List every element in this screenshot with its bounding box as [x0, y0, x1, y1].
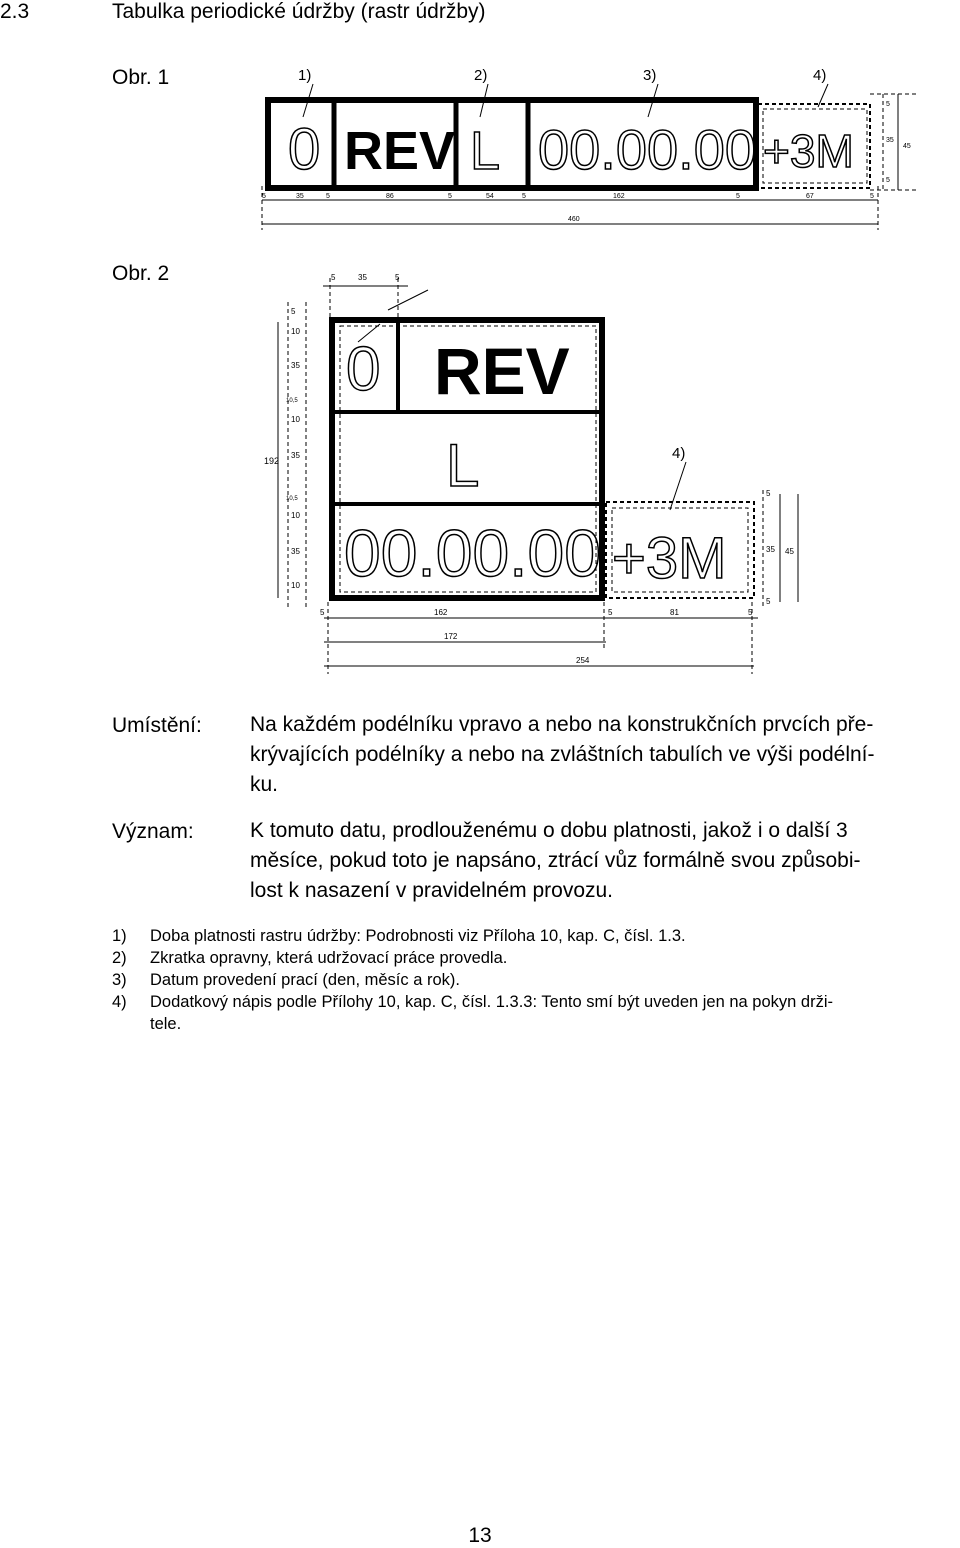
footnote-item: [112, 925, 952, 947]
section-title: Tabulka periodické údržby (rastr údržby): [112, 0, 486, 23]
figure2-dim-left-5: 35: [291, 451, 300, 460]
figure1-dim-b4: 5: [448, 193, 452, 200]
figure2-callout-4: 4): [672, 445, 686, 462]
figure2-dim-left-7: 10: [291, 511, 300, 520]
placement-line-1: Na každém podélníku vpravo a nebo na konstrukčních prvcích pře-: [250, 713, 874, 736]
placement-line-2: krývajících podélníky a nebo na zvláštních tabulích ve výši podélní-: [250, 743, 875, 766]
figure1-digit-0: 0: [288, 117, 321, 182]
figure1-callout-3: 3): [643, 67, 657, 84]
footnotes: [112, 925, 952, 1035]
figure1-dim-b10: 5: [870, 193, 874, 200]
figure2-dim-left-4: 10: [291, 415, 300, 424]
figure2-dim-254: 254: [576, 656, 590, 665]
page-number: 13: [468, 1524, 492, 1547]
figure1-callout-2: 2): [474, 67, 488, 84]
figure2-dim-top-1: 35: [358, 273, 367, 282]
meaning-label: Význam:: [112, 820, 194, 843]
footnote-item: [112, 947, 952, 969]
footnote-text: Dodatkový nápis podle Přílohy 10, kap. C, čísl. 1.3.3: Tento smí být uveden jen na pokyn drži-: [150, 993, 833, 1011]
figure1-caption: Obr. 1: [112, 66, 170, 89]
figure1-dim-right-0: 5: [886, 101, 890, 108]
figure1-dim-right-1: 35: [886, 137, 894, 144]
footnote-number: 1): [112, 927, 127, 945]
figure1-drawing: [258, 62, 928, 237]
section-number: 2.3: [0, 0, 30, 23]
figure1-l: L: [470, 121, 501, 181]
figure2-dim-right-3: 45: [785, 547, 794, 556]
figure1-dim-b7: 162: [613, 193, 625, 200]
figure2-caption: Obr. 2: [112, 262, 170, 285]
footnote-text: Datum provedení prací (den, měsíc a rok).: [150, 971, 460, 989]
figure2-dim-top-0: 5: [331, 273, 336, 282]
figure1-callout-1: 1): [298, 67, 312, 84]
figure2-dim-right-1: 35: [766, 545, 775, 554]
figure2-dim-b4: 5: [748, 608, 753, 617]
figure2-dim-b3: 81: [670, 608, 679, 617]
figure2-dim-right-0: 5: [766, 489, 771, 498]
figure1-dim-b9: 67: [806, 193, 814, 200]
figure2-date: 00.00.00: [344, 516, 601, 590]
figure2-dim-b0: 5: [320, 608, 325, 617]
figure1-dim-right-3: 45: [903, 143, 911, 150]
figure2-dim-b1: 162: [434, 608, 448, 617]
footnote-text: Zkratka opravny, která udržovací práce provedla.: [150, 949, 508, 967]
figure2-plus3m: +3M: [612, 526, 727, 591]
meaning-text: [250, 816, 940, 906]
figure2-height: 192: [264, 456, 280, 466]
footnote-number: 2): [112, 949, 127, 967]
figure2-drawing: [258, 262, 818, 682]
figure2-dim-b2: 5: [608, 608, 613, 617]
figure1-dim-b5: 54: [486, 193, 494, 200]
figure2-dim-left-1: 10: [291, 327, 300, 336]
figure2-dim-left-2: 35: [291, 361, 300, 370]
figure1-dim-b2: 5: [326, 193, 330, 200]
meaning-line-1: K tomuto datu, prodlouženému o dobu platnosti, jakož i o další 3: [250, 819, 848, 842]
footnote-text: Doba platnosti rastru údržby: Podrobnosti viz Příloha 10, kap. C, čísl. 1.3.: [150, 927, 686, 945]
placement-line-3: ku.: [250, 773, 279, 796]
figure2-dim-left-8: 35: [291, 547, 300, 556]
figure2-dim-left-6: 10,5: [286, 496, 298, 502]
figure2-digit-0: 0: [346, 335, 381, 404]
figure1-dim-b8: 5: [736, 193, 740, 200]
placement-text: [250, 710, 940, 800]
figure2-dim-top-2: 5: [395, 273, 400, 282]
figure1-date: 00.00.00: [538, 118, 756, 181]
figure1-plus3m: +3M: [763, 125, 854, 177]
figure1-dim-b0: 5: [262, 193, 266, 200]
meaning-line-2: měsíce, pokud toto je napsáno, ztrácí vůz formálně svou způsobi-: [250, 849, 861, 872]
footnote-number: 3): [112, 971, 127, 989]
figure2-dim-left-0: 5: [291, 307, 296, 316]
figure2-rev: REV: [434, 334, 570, 408]
figure1-dim-b6: 5: [522, 193, 526, 200]
figure1-dim-right-2: 5: [886, 177, 890, 184]
footnote-number: 4): [112, 993, 127, 1011]
figure1-total: 460: [568, 216, 580, 223]
figure2-dim-left-3: 10,5: [286, 398, 298, 404]
meaning-line-3: lost k nasazení v pravidelném provozu.: [250, 879, 614, 902]
footnote-text-continued: tele.: [150, 1015, 182, 1033]
figure1-dim-b3: 86: [386, 193, 394, 200]
figure2-dim-left-9: 10: [291, 581, 300, 590]
footnote-item: [112, 969, 952, 991]
figure2-l: L: [446, 432, 480, 499]
figure1-dim-b1: 35: [296, 193, 304, 200]
figure1-callout-4: 4): [813, 67, 827, 84]
footnote-item: [112, 991, 952, 1035]
placement-label: Umístění:: [112, 714, 202, 737]
figure1-rev: REV: [344, 121, 456, 181]
figure2-dim-right-2: 5: [766, 597, 771, 606]
figure2-dim-172: 172: [444, 632, 458, 641]
